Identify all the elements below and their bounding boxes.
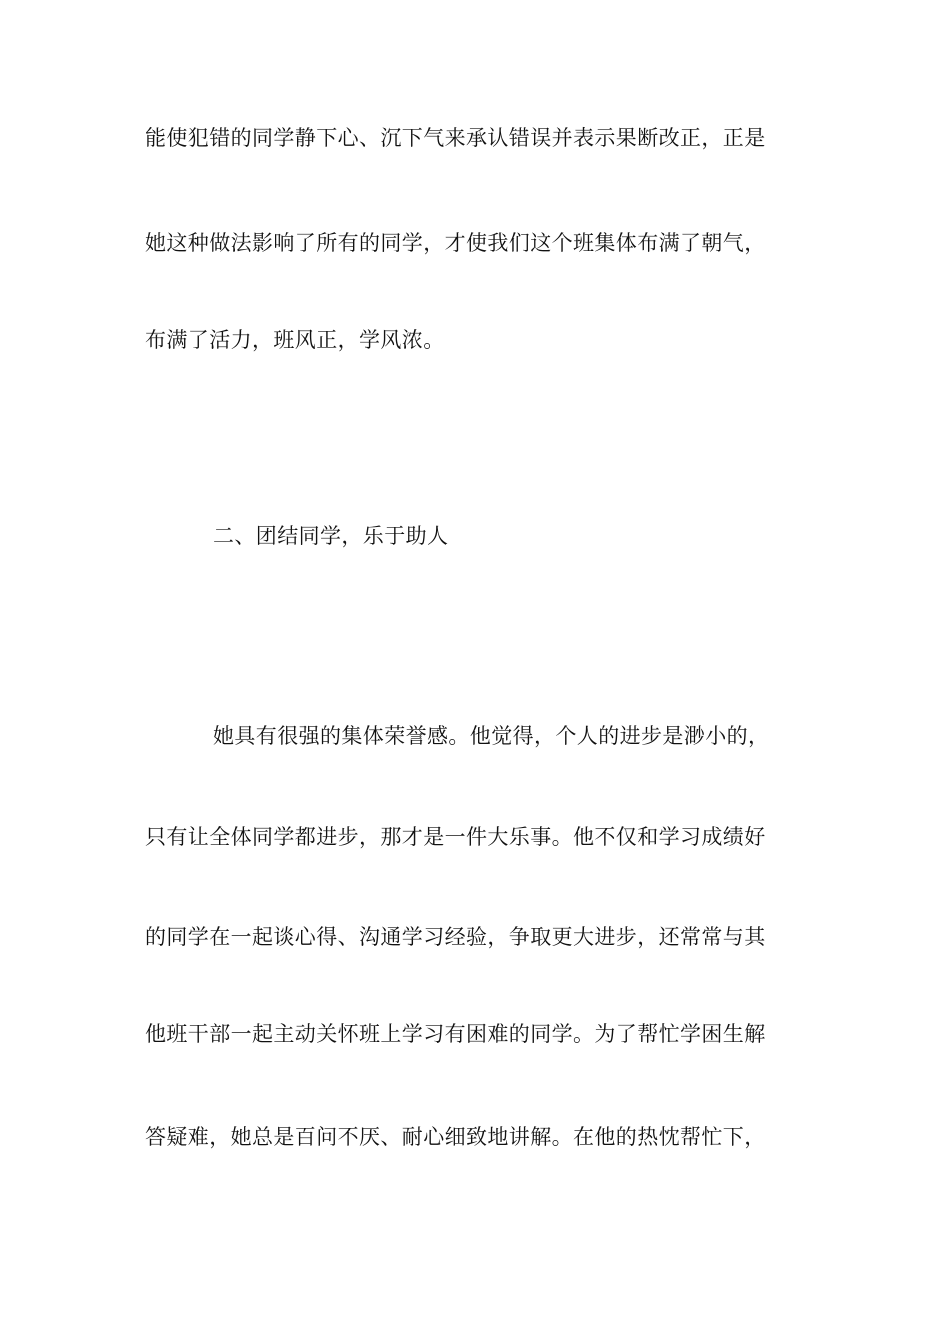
paragraph-line: 他班干部一起主动关怀班上学习有困难的同学。为了帮忙学困生解 — [145, 1022, 766, 1046]
paragraph-line: 她这种做法影响了所有的同学，才使我们这个班集体布满了朝气， — [145, 231, 766, 255]
paragraph-line: 布满了活力，班风正，学风浓。 — [145, 328, 445, 352]
paragraph-line: 她具有很强的集体荣誉感。他觉得，个人的进步是渺小的， — [213, 724, 770, 748]
section-heading: 二、团结同学，乐于助人 — [213, 524, 449, 548]
paragraph-line: 只有让全体同学都进步，那才是一件大乐事。他不仅和学习成绩好 — [145, 825, 766, 849]
paragraph-line: 能使犯错的同学静下心、沉下气来承认错误并表示果断改正，正是 — [145, 126, 766, 150]
paragraph-line: 的同学在一起谈心得、沟通学习经验，争取更大进步，还常常与其 — [145, 925, 766, 949]
paragraph-line: 答疑难，她总是百问不厌、耐心细致地讲解。在他的热忱帮忙下， — [145, 1125, 766, 1149]
